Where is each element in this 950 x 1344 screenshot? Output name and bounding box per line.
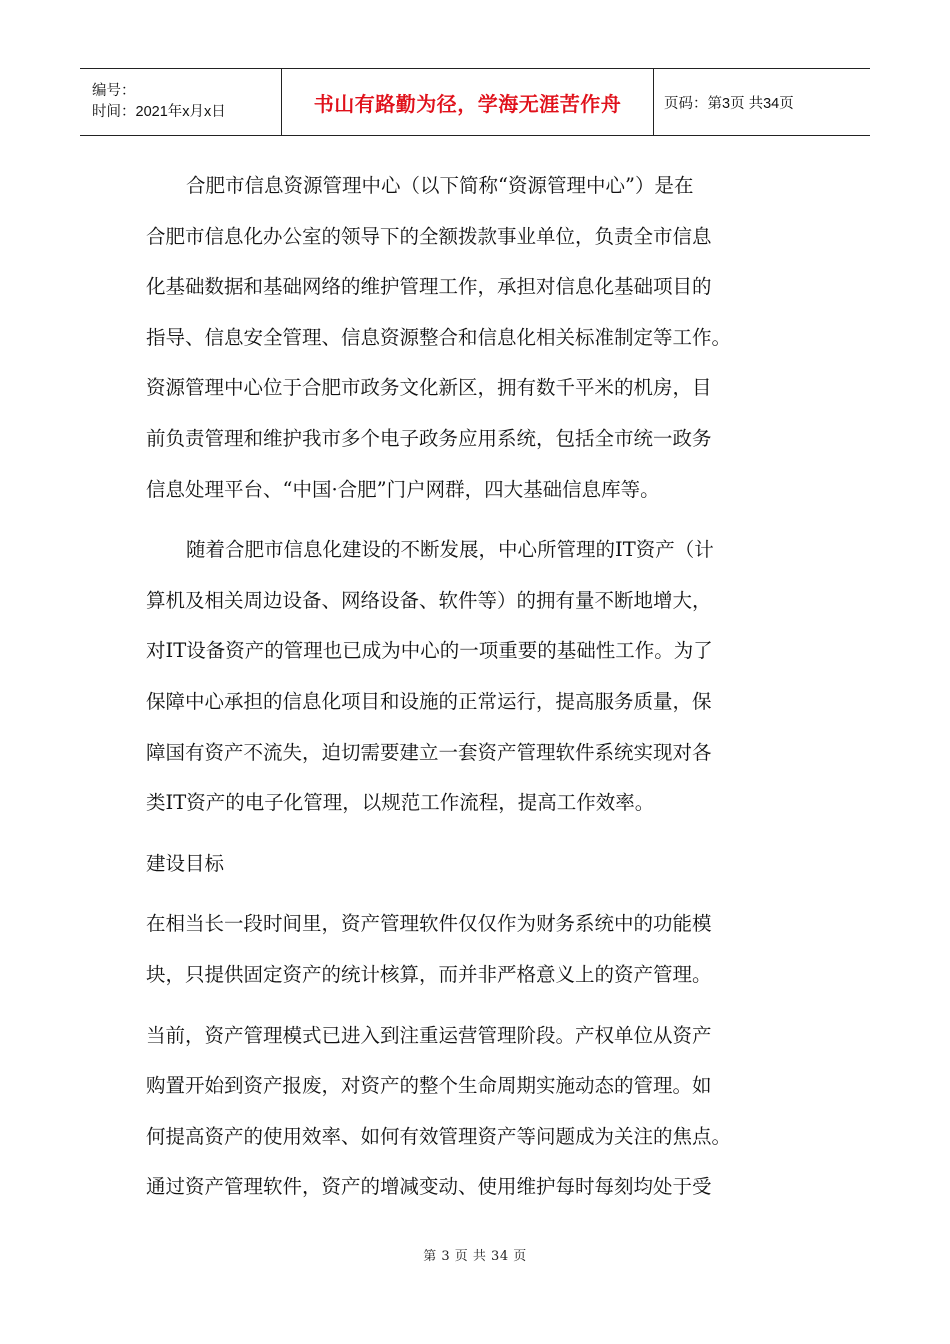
page-info-text: 页码：第3页 共34页 [664,95,794,112]
body-paragraph [146,525,826,829]
body-paragraph [146,1011,826,1213]
header-motto [282,69,654,135]
paragraph-line: 资源管理中心位于合肥市政务文化新区，拥有数千平米的机房，目 [146,376,712,400]
header-page-info [654,69,870,135]
paragraph-line: 合肥市信息资源管理中心（以下简称“资源管理中心”）是在 [186,174,694,197]
paragraph-line: 块，只提供固定资产的统计核算，而并非严格意义上的资产管理。 [146,962,712,986]
page-footer [0,1245,950,1264]
paragraph-line: 信息处理平台、“中国·合肥”门户网群，四大基础信息库等。 [146,477,660,501]
paragraph-line: 对IT设备资产的管理也已成为中心的一项重要的基础性工作。为了 [146,639,713,663]
body-paragraph [146,161,826,515]
paragraph-line: 通过资产管理软件，资产的增减变动、使用维护每时每刻均处于受 [146,1175,712,1199]
document-header [80,68,870,136]
paragraph-line: 算机及相关周边设备、网络设备、软件等）的拥有量不断地增大， [146,588,712,612]
document-body [146,161,826,1223]
paragraph-line: 合肥市信息化办公室的领导下的全额拨款事业单位，负责全市信息 [146,224,712,248]
paragraph-line: 指导、信息安全管理、信息资源整合和信息化相关标准制定等工作。 [146,325,732,349]
footer-page-number: 第 3 页 共 34 页 [423,1249,527,1264]
paragraph-line: 障国有资产不流失，迫切需要建立一套资产管理软件系统实现对各 [146,740,712,764]
paragraph-line: 在相当长一段时间里，资产管理软件仅仅作为财务系统中的功能模 [146,912,712,936]
paragraph-line: 当前，资产管理模式已进入到注重运营管理阶段。产权单位从资产 [146,1023,712,1047]
paragraph-line: 购置开始到资产报废，对资产的整个生命周期实施动态的管理。如 [146,1074,712,1098]
motto-text: 书山有路勤为径，学海无涯苦作舟 [313,91,622,116]
body-paragraph [146,899,826,1000]
paragraph-line: 何提高资产的使用效率、如何有效管理资产等问题成为关注的焦点。 [146,1124,732,1148]
document-number-label: 编号： [92,83,136,99]
body-paragraph [146,839,826,890]
paragraph-line: 类IT资产的电子化管理，以规范工作流程，提高工作效率。 [146,791,655,815]
header-meta [80,69,282,135]
paragraph-line: 保障中心承担的信息化项目和设施的正常运行，提高服务质量，保 [146,689,712,713]
paragraph-line: 随着合肥市信息化建设的不断发展，中心所管理的IT资产（计 [186,538,714,562]
paragraph-line: 建设目标 [146,851,225,875]
paragraph-line: 前负责管理和维护我市多个电子政务应用系统，包括全市统一政务 [146,426,712,450]
document-date: 时间：2021年x月x日 [92,104,226,120]
paragraph-line: 化基础数据和基础网络的维护管理工作，承担对信息化基础项目的 [146,275,712,299]
